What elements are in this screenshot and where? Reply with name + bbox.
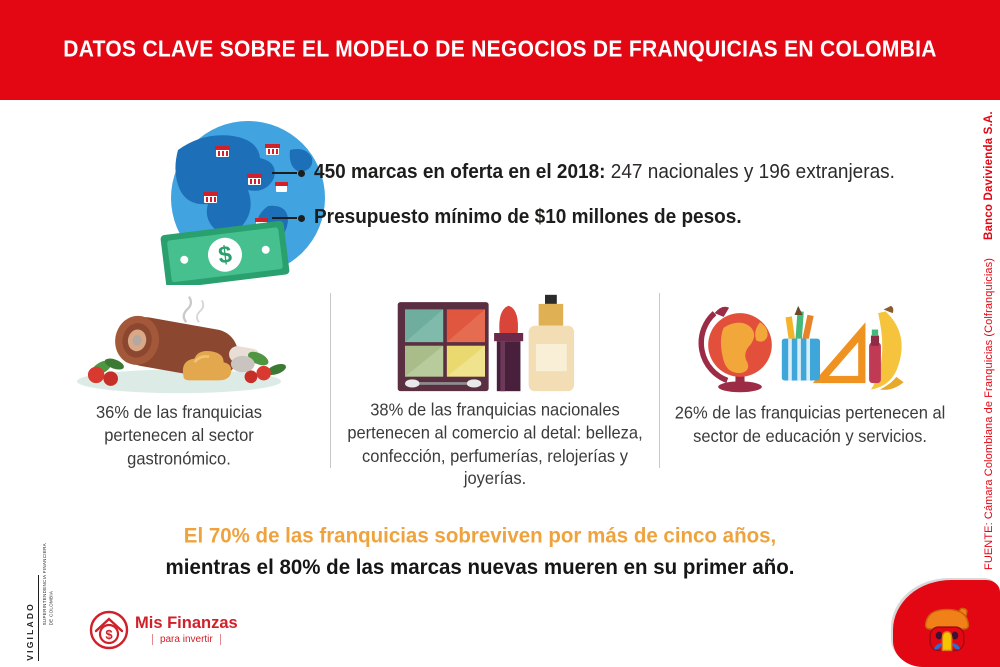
vigilado-sub-line2: DE COLOMBIA (48, 590, 54, 626)
davivienda-house-mascot-icon (919, 604, 975, 654)
mis-finanzas-logo-text (135, 615, 238, 644)
makeup-cosmetics-icon (389, 293, 601, 393)
bullet-brands-regular: 247 nacionales y 196 extranjeras. (605, 161, 895, 184)
svg-text:$: $ (216, 241, 234, 270)
page-title: DATOS CLAVE SOBRE EL MODELO DE NEGOCIOS DE FRANQUICIAS EN COLOMBIA (63, 37, 937, 62)
sector-retail-caption: 38% de las franquicias nacionales pertenecen al comercio al detal: belleza, confección, perfumerías, relojerías y joyerías. (347, 400, 643, 489)
vigilado-label: VIGILADO (25, 602, 35, 661)
davivienda-mascot-blob (893, 580, 1000, 667)
gastronomy-ham-plate-icon (54, 293, 304, 395)
sector-education-caption: 26% de las franquicias pertenecen al sector de educación y servicios. (674, 403, 946, 446)
mis-finanzas-logo (88, 609, 238, 651)
bullet-budget-text (314, 206, 742, 229)
bullet-dash (272, 217, 297, 219)
vigilado-block (25, 543, 55, 661)
svg-text:$: $ (105, 627, 113, 642)
vigilado-sub-label (42, 543, 55, 625)
sector-retail-beauty (330, 293, 660, 489)
bullet-brands-bold: 450 marcas en oferta en el 2018: (314, 161, 606, 184)
source-credit-text: FUENTE: Cámara Colombiana de Franquicias (Colfranquicias) (983, 258, 995, 570)
conclusion-statement (0, 521, 960, 583)
vigilado-sub-line1: SUPERINTENDENCIA FINANCIERA (42, 543, 47, 626)
header-banner (0, 0, 1000, 100)
bullet-dash (272, 172, 297, 174)
globe-icon-svg (148, 120, 353, 285)
bullet-dot (298, 215, 305, 222)
school-supplies-icon (694, 293, 926, 395)
sector-gastronomy-caption: 36% de las franquicias pertenecen al sector gastronómico. (95, 403, 262, 469)
bullet-budget (272, 207, 742, 229)
bullet-budget-bold: Presupuesto mínimo de $10 millones de pesos. (314, 206, 742, 229)
bullet-brands (272, 162, 895, 184)
sector-education (660, 293, 960, 468)
logo-title: Mis Finanzas (135, 614, 238, 633)
bank-credit-text: Banco Davivienda S.A. (983, 111, 995, 240)
conclusion-line-1: El 70% de las franquicias sobreviven por más de cinco años, (183, 523, 777, 548)
logo-subtitle: para invertir (152, 634, 221, 645)
bullet-dot (298, 170, 305, 177)
conclusion-line-2: mientras el 80% de las marcas nuevas mueren en su primer año. (165, 554, 795, 580)
vigilado-divider (38, 575, 39, 661)
sector-stats-row (28, 293, 960, 489)
mis-finanzas-house-dollar-icon (88, 609, 130, 651)
sector-gastronomy (28, 293, 330, 468)
bullet-brands-text (314, 161, 895, 184)
globe-with-franchises-and-money-icon (148, 120, 353, 285)
